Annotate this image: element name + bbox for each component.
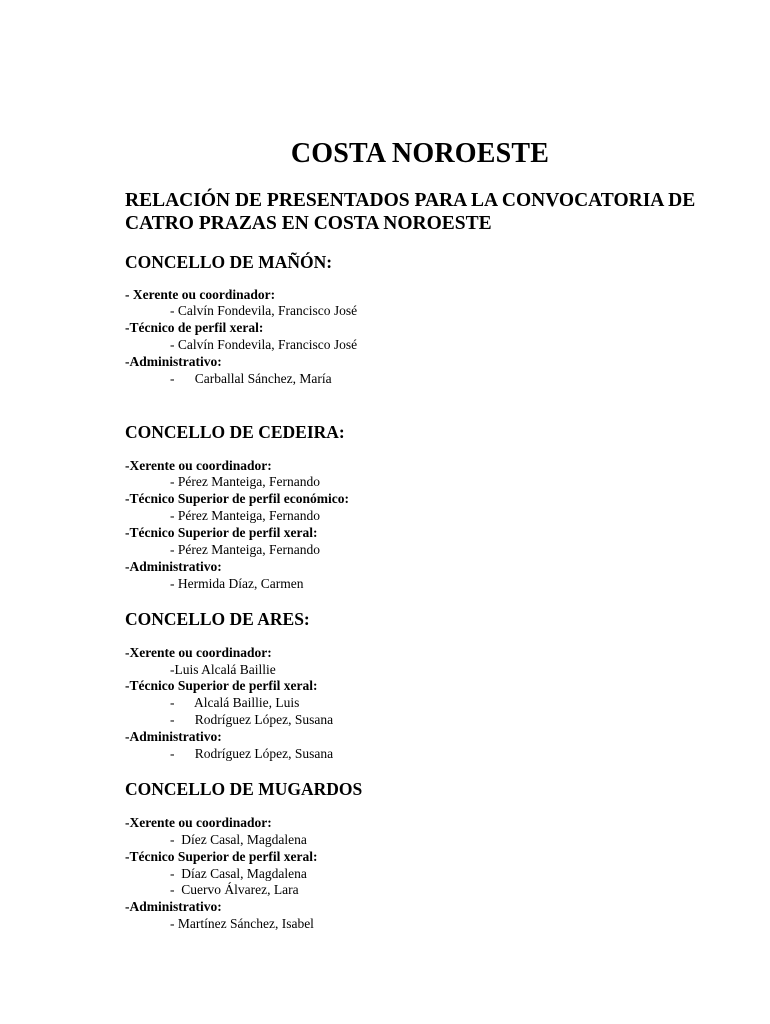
role-label: -Xerente ou coordinador: bbox=[125, 815, 272, 830]
role-label: -Xerente ou coordinador: bbox=[125, 645, 272, 660]
role-label: -Administrativo: bbox=[125, 354, 222, 369]
person-entry: - Díez Casal, Magdalena bbox=[170, 832, 307, 847]
person-entry: - Hermida Díaz, Carmen bbox=[170, 576, 304, 591]
person-entry: - Calvín Fondevila, Francisco José bbox=[170, 303, 358, 318]
role-label: -Administrativo: bbox=[125, 899, 222, 914]
person-entry: - Pérez Manteiga, Fernando bbox=[170, 542, 320, 557]
role-label: -Técnico Superior de perfil económico: bbox=[125, 491, 349, 506]
person-entry: -Luis Alcalá Baillie bbox=[170, 662, 276, 677]
page-title: COSTA NOROESTE bbox=[290, 138, 550, 169]
person-entry: - Carballal Sánchez, María bbox=[170, 371, 332, 386]
role-label: -Xerente ou coordinador: bbox=[125, 458, 272, 473]
role-label: -Técnico Superior de perfil xeral: bbox=[125, 678, 318, 693]
person-entry: - Pérez Manteiga, Fernando bbox=[170, 508, 320, 523]
person-entry: - Calvín Fondevila, Francisco José bbox=[170, 337, 358, 352]
person-entry: - Alcalá Baillie, Luis bbox=[170, 695, 300, 710]
person-entry: - Díaz Casal, Magdalena bbox=[170, 866, 307, 881]
role-label: -Técnico Superior de perfil xeral: bbox=[125, 849, 318, 864]
role-label: -Administrativo: bbox=[125, 729, 222, 744]
role-label: -Administrativo: bbox=[125, 559, 222, 574]
role-label: - Xerente ou coordinador: bbox=[125, 287, 276, 302]
section-heading-ares: CONCELLO DE ARES: bbox=[125, 609, 310, 629]
section-heading-cedeira: CONCELLO DE CEDEIRA: bbox=[125, 422, 345, 442]
role-label: -Técnico Superior de perfil xeral: bbox=[125, 525, 318, 540]
section-heading-manon: CONCELLO DE MAÑÓN: bbox=[125, 252, 333, 272]
person-entry: - Rodríguez López, Susana bbox=[170, 712, 334, 727]
page-subtitle: RELACIÓN DE PRESENTADOS PARA LA CONVOCATORIA DE CATRO PRAZAS EN COSTA NOROESTE bbox=[125, 190, 696, 234]
person-entry: - Rodríguez López, Susana bbox=[170, 746, 334, 761]
person-entry: - Martínez Sánchez, Isabel bbox=[170, 916, 314, 931]
section-heading-mugardos: CONCELLO DE MUGARDOS bbox=[125, 779, 363, 799]
person-entry: - Pérez Manteiga, Fernando bbox=[170, 474, 320, 489]
role-label: -Técnico de perfil xeral: bbox=[125, 320, 264, 335]
person-entry: - Cuervo Álvarez, Lara bbox=[170, 882, 299, 897]
